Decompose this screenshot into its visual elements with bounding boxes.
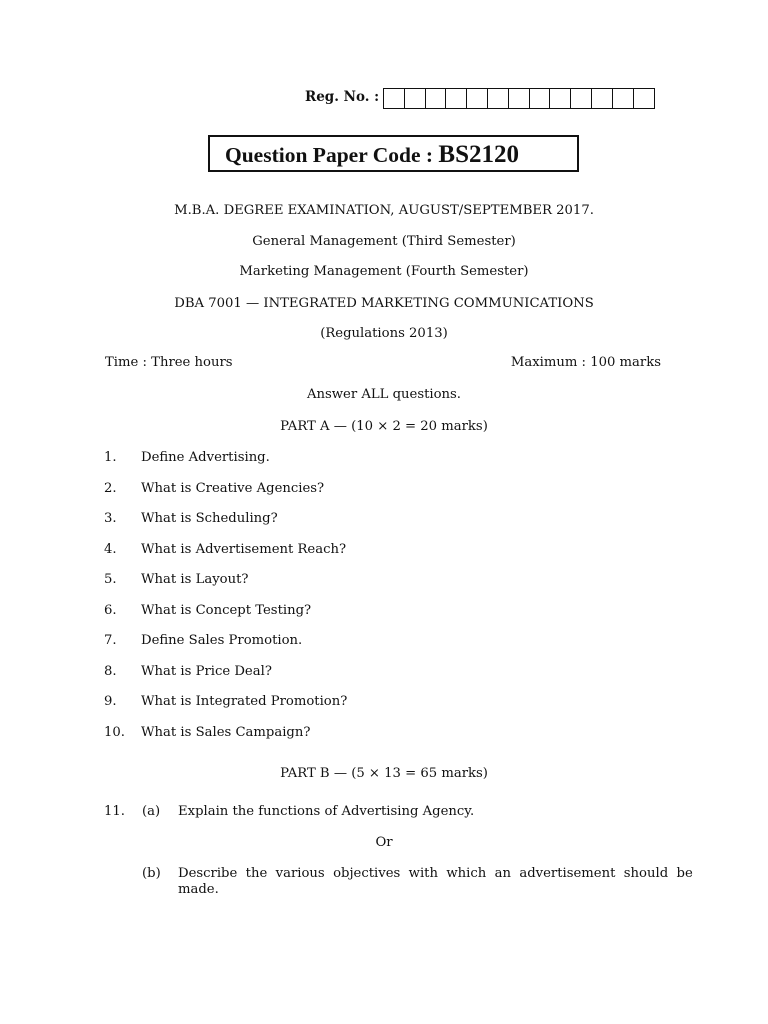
question-number: 4. xyxy=(104,541,117,557)
reg-no-cell xyxy=(530,89,551,108)
question-paper-code-label: Question Paper Code : xyxy=(225,143,439,167)
program-line-2: Marketing Management (Fourth Semester) xyxy=(239,264,529,279)
program-line-1: General Management (Third Semester) xyxy=(252,234,516,249)
question-text: What is Sales Campaign? xyxy=(141,724,311,740)
reg-no-cell xyxy=(426,89,447,108)
reg-no-boxes xyxy=(383,88,655,109)
maximum-marks: Maximum : 100 marks xyxy=(510,355,661,370)
exam-title: M.B.A. DEGREE EXAMINATION, AUGUST/SEPTEMBER 2017. xyxy=(174,203,594,218)
reg-no-cell xyxy=(384,89,405,108)
reg-no-cell xyxy=(467,89,488,108)
question-number: 6. xyxy=(104,602,117,618)
question-number: 11. xyxy=(104,804,125,819)
part-b-title: PART B — (5 × 13 = 65 marks) xyxy=(280,766,488,781)
reg-no-cell xyxy=(446,89,467,108)
question-number: 8. xyxy=(104,663,117,679)
question-text: What is Creative Agencies? xyxy=(141,480,325,496)
reg-no-cell xyxy=(571,89,592,108)
question-text: What is Concept Testing? xyxy=(141,602,312,618)
question-text: What is Integrated Promotion? xyxy=(141,694,348,709)
reg-no-cell xyxy=(405,89,426,108)
sub-question-text: Describe the various objectives with which an advertisement should be xyxy=(178,866,693,881)
reg-no-cell xyxy=(550,89,571,108)
regulations: (Regulations 2013) xyxy=(320,326,448,341)
sub-question-label: (a) xyxy=(142,804,161,819)
question-text: What is Layout? xyxy=(141,572,249,587)
question-text: What is Scheduling? xyxy=(141,511,278,526)
or-separator: Or xyxy=(375,835,393,850)
question-paper-code-value: BS2120 xyxy=(438,141,519,168)
question-number: 2. xyxy=(104,480,117,496)
question-text: What is Advertisement Reach? xyxy=(141,541,347,557)
question-paper-code-box xyxy=(208,135,579,172)
question-number: 10. xyxy=(104,724,125,740)
sub-question-text: Explain the functions of Advertising Agency. xyxy=(178,804,475,819)
time-allowed: Time : Three hours xyxy=(105,355,233,370)
question-text: What is Price Deal? xyxy=(141,663,272,679)
reg-no-cell xyxy=(509,89,530,108)
reg-no-cell xyxy=(634,89,655,108)
reg-no-cell xyxy=(488,89,509,108)
sub-question-text-continued: made. xyxy=(178,882,219,897)
question-number: 7. xyxy=(104,633,117,648)
question-number: 9. xyxy=(104,694,117,709)
instruction: Answer ALL questions. xyxy=(306,387,462,402)
question-number: 5. xyxy=(104,572,117,587)
question-text: Define Sales Promotion. xyxy=(141,633,303,648)
sub-question-label: (b) xyxy=(142,866,161,881)
reg-no-cell xyxy=(592,89,613,108)
question-text: Define Advertising. xyxy=(141,450,270,465)
part-a-title: PART A — (10 × 2 = 20 marks) xyxy=(280,419,488,434)
reg-no-cell xyxy=(613,89,634,108)
question-number: 3. xyxy=(104,511,117,526)
question-number: 1. xyxy=(104,450,117,465)
course-title: DBA 7001 — INTEGRATED MARKETING COMMUNICATIONS xyxy=(174,296,594,311)
reg-no-label: Reg. No. : xyxy=(305,89,380,105)
